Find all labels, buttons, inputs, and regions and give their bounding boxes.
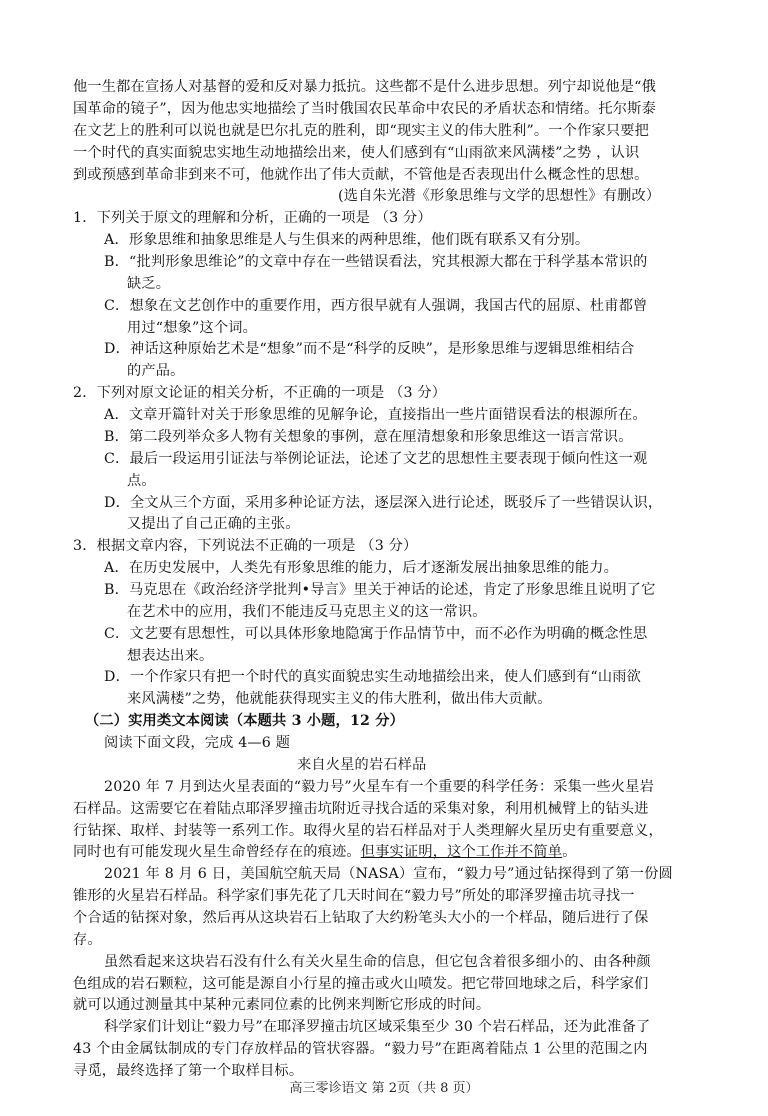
question-3-option-a: A．在历史发展中，人类先有形象思维的能力，后才逐渐发展出抽象思维的能力。 — [104, 560, 619, 577]
article-text: 同时也有可能发现火星生命曾经存在的痕迹。 — [73, 844, 361, 861]
question-3-option-c-cont: 想表达出来。 — [127, 647, 214, 664]
question-2-option-a: A．文章开篇针对关于形象思维的见解争论，直接指出一些片面错误看法的根源所在。 — [104, 407, 647, 423]
article-line: 色组成的岩石颗粒，这可能是源自小行星的撞击或火山喷发。把它带回地球之后，科学家们 — [73, 975, 649, 992]
passage-line: 一个时代的真实面貌忠实地生动地描绘出来，使人们感到有“山雨欲来风满楼”之势 ，认识 — [73, 144, 640, 161]
section-instruction: 阅读下面文段，完成 4—6 题 — [104, 735, 291, 751]
article-line: 43 个由金属钛制成的专门存放样品的管状容器。“毅力号”在距离着陆点 1 公里的范围之内 — [73, 1041, 648, 1058]
article-text: 。 — [562, 844, 577, 861]
article-line: 2020 年 7 月到达火星表面的“毅力号”火星车有一个重要的科学任务：采集一些火星岩 — [104, 778, 654, 795]
question-3-option-b-cont: 在艺术中的应用，我们不能违反马克思主义的这一常识。 — [127, 603, 487, 620]
question-3-stem: 3．根据文章内容，下列说法不正确的一项是 （3 分） — [73, 538, 418, 555]
question-3-option-d-cont: 来风满楼”之势，他就能获得现实主义的伟大胜利，做出伟大贡献。 — [127, 691, 552, 708]
question-2-option-c-cont: 点。 — [127, 472, 156, 489]
passage-line: 他一生都在宣扬人对基督的爱和反对暴力抵抗。这些都不是什么进步思想。列宁却说他是“俄 — [73, 79, 656, 95]
passage-line: 国革命的镜子”，因为他忠实地描绘了当时俄国农民革命中农民的矛盾状态和情绪。托尔斯泰 — [73, 100, 656, 117]
question-3-option-b: B．马克思在《政治经济学批判•导言》里关于神话的论述，肯定了形象思维且说明了它 — [104, 581, 656, 598]
question-1-option-c: C．想象在文艺创作中的重要作用，西方很早就有人强调，我国古代的屈原、杜甫都曾 — [104, 297, 648, 314]
article-line: 科学家们计划让“毅力号”在耶泽罗撞击坑区域采集至少 30 个岩石样品，还为此准备了 — [104, 1019, 651, 1036]
passage-line: 在文艺上的胜利可以说也就是巴尔扎克的胜利，即“现实主义的伟大胜利”。一个作家只要把 — [73, 122, 650, 139]
question-3-option-d: D．一个作家只有把一个时代的真实面貌忠实生动地描绘出来，使人们感到有“山雨欲 — [104, 669, 641, 686]
question-2-option-d-cont: 又提出了自己正确的主张。 — [127, 516, 300, 533]
question-2-option-c: C．最后一段运用引证法与举例论证法，论述了文艺的思想性主要表现于倾向性这一观 — [104, 450, 648, 467]
section-heading: （二）实用类文本阅读（本题共 3 小题，12 分） — [85, 713, 404, 730]
article-line: 存。 — [73, 931, 102, 948]
passage-line: 到或预感到革命非到来不可，他就作出了伟大贡献，不管他是否表现出什么概念性的思想。 — [73, 166, 649, 183]
article-line: 个合适的钻探对象，然后再从这块岩石上钻取了大约粉笔头大小的一个样品，随后进行了保 — [73, 909, 649, 926]
article-title: 来自火星的岩石样品 — [297, 756, 427, 773]
question-1-option-a: A．形象思维和抽象思维是人与生俱来的两种思维，他们既有联系又有分别。 — [104, 232, 590, 249]
question-3-option-c: C．文艺要有思想性，可以具体形象地隐寓于作品情节中，而不必作为明确的概念性思 — [104, 625, 648, 642]
underlined-sentence: 但事实证明，这个工作并不简单 — [360, 844, 563, 861]
question-2-stem: 2．下列对原文论证的相关分析，不正确的一项是 （3 分） — [73, 385, 447, 402]
article-line: 虽然看起来这块岩石没有什么有关火星生命的信息，但它包含着很多细小的、由各种颜 — [104, 953, 651, 970]
article-line: 2021 年 8 月 6 日，美国航空航天局（NASA）宣布，“毅力号”通过钻探得到了第一份圆 — [104, 866, 673, 883]
article-line — [73, 843, 577, 861]
question-1-option-d: D．神话这种原始艺术是“想象”而不是“科学的反映”，是形象思维与逻辑思维相结合 — [104, 341, 635, 358]
page-footer: 高三零诊语文 第 2页（共 8 页） — [289, 1081, 479, 1096]
question-1-stem: 1．下列关于原文的理解和分析，正确的一项是 （3 分） — [73, 210, 432, 227]
source-citation: (选自朱光潜《形象思维与文学的思想性》有删改） — [338, 188, 661, 205]
article-line: 石样品。这需要它在着陆点耶泽罗撞击坑附近寻找合适的采集对象，利用机械臂上的钻头进 — [73, 800, 649, 817]
article-line: 寻觅，最终选择了第一个取样目标。 — [73, 1063, 304, 1079]
article-line: 就可以通过测量其中某种元素同位素的比例来判断它形成的时间。 — [73, 997, 491, 1014]
question-1-option-d-cont: 的产品。 — [127, 363, 185, 380]
article-line: 锥形的火星岩石样品。科学家们事先花了几天时间在“毅力号”所处的耶泽罗撞击坑寻找一 — [73, 888, 635, 905]
question-1-option-c-cont: 用过“想象”这个词。 — [127, 319, 258, 336]
question-1-option-b: B．“批判形象思维论”的文章中存在一些错误看法，究其根源大都在于科学基本常识的 — [104, 253, 648, 270]
question-2-option-b: B．第二段列举众多人物有关想象的事例，意在厘清想象和形象思维这一语言常识。 — [104, 428, 633, 445]
question-2-option-d: D．全文从三个方面，采用多种论证方法，逐层深入进行论述，既驳斥了一些错误认识， — [104, 494, 663, 511]
question-1-option-b-cont: 缺乏。 — [127, 275, 171, 292]
article-line: 行钻探、取样、封装等一系列工作。取得火星的岩石样品对于人类理解火星历史有重要意义， — [73, 822, 663, 839]
